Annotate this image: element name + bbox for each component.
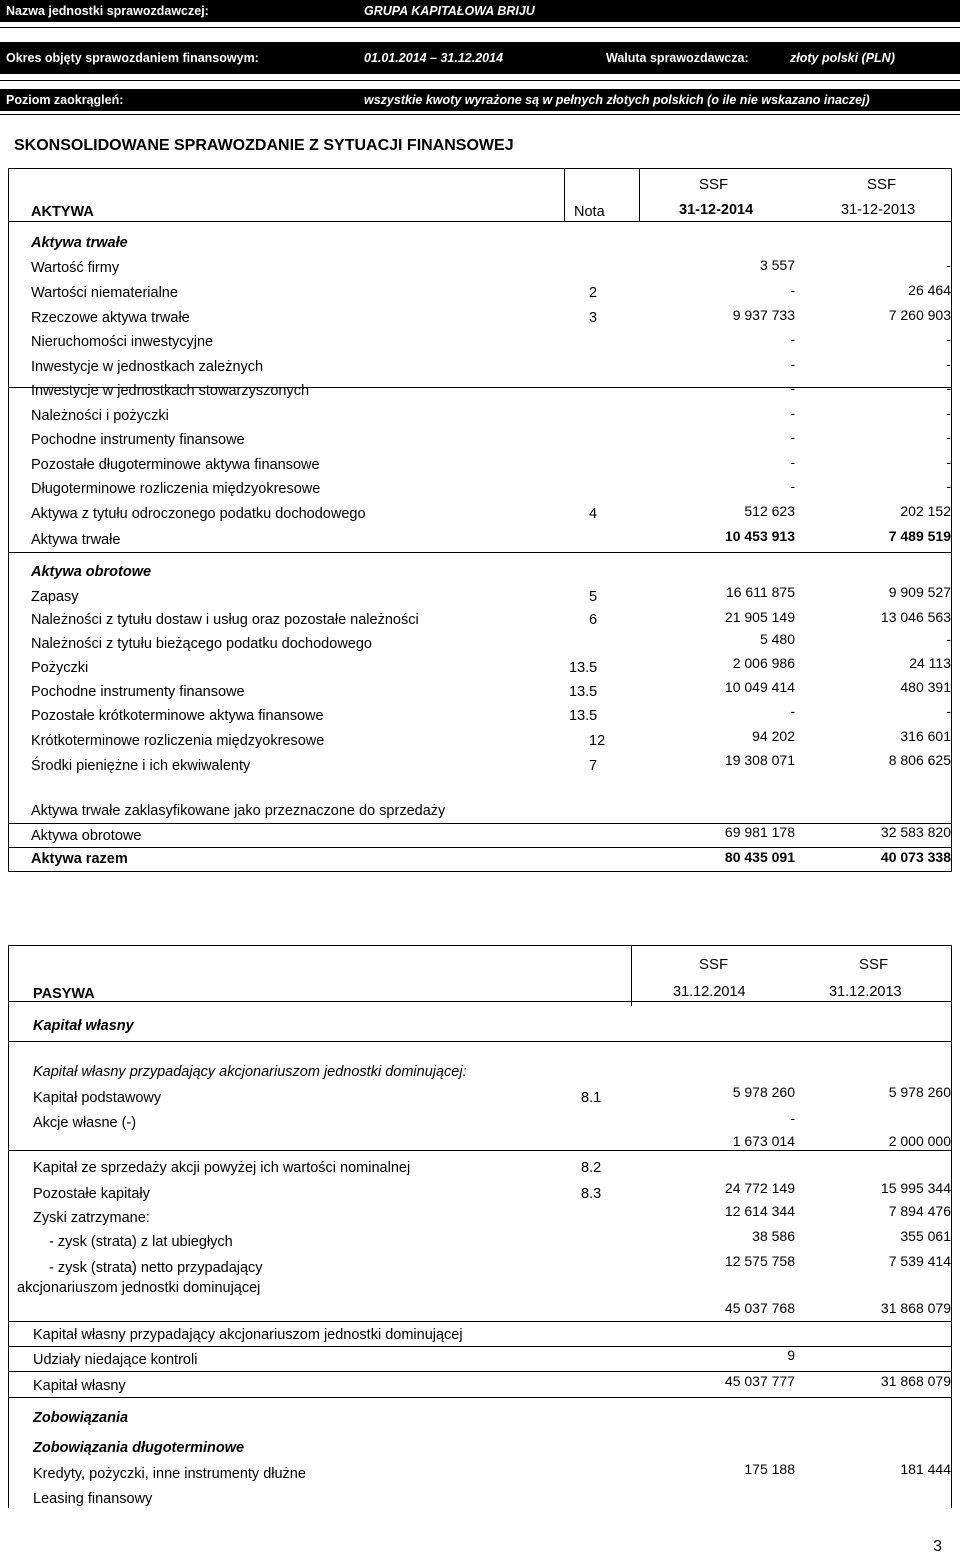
row-value: 175 188 <box>744 1461 795 1477</box>
row-value: 9 937 733 <box>732 307 795 323</box>
row-value: - <box>790 380 795 396</box>
row-rule <box>9 1001 951 1002</box>
row-nota: 6 <box>589 612 598 628</box>
row-rule <box>9 1346 951 1347</box>
row-label: Kredyty, pożyczki, inne instrumenty dłużne <box>33 1466 306 1482</box>
row-value: 16 611 875 <box>725 584 795 600</box>
col-ssf-1: SSF <box>699 176 729 193</box>
liabilities-table <box>8 945 952 1508</box>
row-value: 24 113 <box>909 655 951 671</box>
row-nota: 13.5 <box>569 708 598 724</box>
currency-value: złoty polski (PLN) <box>790 51 895 65</box>
row-rule <box>9 221 951 222</box>
row-value: 480 391 <box>900 679 951 695</box>
row-value: - <box>790 282 795 298</box>
row-label: Aktywa obrotowe <box>31 828 142 844</box>
column-rule <box>564 169 565 221</box>
row-rule <box>9 823 951 824</box>
header-row-entity <box>0 0 960 22</box>
row-value: 13 046 563 <box>880 609 951 625</box>
row-nota: 7 <box>589 758 598 774</box>
row-label: Środki pieniężne i ich ekwiwalenty <box>31 758 251 774</box>
row-value: 5 480 <box>759 631 795 647</box>
row-label: Pożyczki <box>31 660 89 676</box>
rounding-value: wszystkie kwoty wyrażone są w pełnych złotych polskich (o ile nie wskazano inaczej) <box>364 93 870 107</box>
row-value: 181 444 <box>900 1461 951 1477</box>
row-value: 202 152 <box>900 503 951 519</box>
row-value: 5 978 260 <box>888 1084 951 1100</box>
row-value: - <box>946 380 951 396</box>
row-label: Aktywa trwałe zaklasyfikowane jako przeznaczone do sprzedaży <box>31 803 446 819</box>
row-value: 21 905 149 <box>724 609 795 625</box>
row-nota: 13.5 <box>569 684 598 700</box>
row-value: - <box>790 1110 795 1126</box>
entity-value: GRUPA KAPITAŁOWA BRIJU <box>364 4 535 18</box>
date-header-1: 31-12-2014 <box>679 202 754 218</box>
row-value: 3 557 <box>759 257 795 273</box>
row-label: Inwestycje w jednostkach stowarzyszonych <box>31 383 310 399</box>
row-label: Krótkoterminowe rozliczenia międzyokresowe <box>31 733 325 749</box>
row-value: 94 202 <box>752 728 795 744</box>
row-value: 40 073 338 <box>880 849 951 865</box>
page-title: SKONSOLIDOWANE SPRAWOZDANIE Z SYTUACJI FINANSOWEJ <box>14 137 514 154</box>
row-value: - <box>946 703 951 719</box>
row-value: - <box>946 405 951 421</box>
row-label: Należności z tytułu dostaw i usług oraz pozostałe należności <box>31 612 419 628</box>
row-label: Akcje własne (-) <box>33 1115 137 1131</box>
row-label: Zobowiązania długoterminowe <box>33 1440 245 1456</box>
row-value: 5 978 260 <box>732 1084 795 1100</box>
row-nota: 8.2 <box>581 1160 602 1176</box>
row-label: Aktywa razem <box>31 851 128 867</box>
row-label: Aktywa z tytułu odroczonego podatku dochodowego <box>31 506 366 522</box>
row-value: 24 772 149 <box>724 1180 795 1196</box>
row-value: 1 673 014 <box>732 1133 795 1149</box>
row-nota: 12 <box>589 733 606 749</box>
row-nota: 3 <box>589 310 598 326</box>
row-value: - <box>790 703 795 719</box>
row-rule <box>9 1321 951 1322</box>
row-value: 31 868 079 <box>880 1373 951 1389</box>
row-value: 10 453 913 <box>724 528 795 544</box>
row-value: 9 909 527 <box>888 584 951 600</box>
assets-table <box>8 168 952 872</box>
row-label: Rzeczowe aktywa trwałe <box>31 310 190 326</box>
row-value: - <box>946 356 951 372</box>
row-value: - <box>790 356 795 372</box>
header-rule <box>0 27 960 28</box>
date-header-1: 31.12.2014 <box>673 984 746 1000</box>
row-label: Inwestycje w jednostkach zależnych <box>31 359 264 375</box>
row-label: Kapitał własny przypadający akcjonariuszom jednostki dominującej <box>33 1327 463 1343</box>
row-value: 512 623 <box>744 503 795 519</box>
row-label: - zysk (strata) z lat ubiegłych <box>49 1234 233 1250</box>
row-value: 355 061 <box>900 1228 951 1244</box>
row-nota: 13.5 <box>569 660 598 676</box>
column-rule <box>639 169 640 221</box>
row-label: Pozostałe krótkoterminowe aktywa finansowe <box>31 708 324 724</box>
row-value: 8 806 625 <box>888 752 951 768</box>
row-label: Kapitał własny przypadający akcjonariuszom jednostki dominującej: <box>33 1064 467 1080</box>
row-label: Udziały niedające kontroli <box>33 1352 198 1368</box>
row-label: akcjonariuszom jednostki dominującej <box>17 1280 261 1296</box>
row-label: Aktywa obrotowe <box>31 564 152 580</box>
row-label: Pozostałe długoterminowe aktywa finansowe <box>31 457 320 473</box>
date-header-2: 31-12-2013 <box>841 202 916 218</box>
row-label: Aktywa trwałe <box>31 235 128 251</box>
row-label: Zapasy <box>31 589 79 605</box>
row-rule <box>9 1150 951 1151</box>
row-nota: 5 <box>589 589 598 605</box>
row-rule <box>9 1397 951 1398</box>
row-value: 12 614 344 <box>724 1203 795 1219</box>
row-value: 69 981 178 <box>724 824 795 840</box>
col-ssf-2: SSF <box>859 956 889 973</box>
row-rule <box>9 1041 951 1042</box>
row-nota: 4 <box>589 506 598 522</box>
row-label: Kapitał podstawowy <box>33 1090 162 1106</box>
row-label: Należności z tytułu bieżącego podatku dochodowego <box>31 636 372 652</box>
row-label: Aktywa trwałe <box>31 532 121 548</box>
row-value: - <box>790 405 795 421</box>
row-rule <box>9 847 951 848</box>
row-nota: 8.3 <box>581 1186 602 1202</box>
row-value: 2 000 000 <box>888 1133 951 1149</box>
row-label: Pozostałe kapitały <box>33 1186 150 1202</box>
row-value: 32 583 820 <box>880 824 951 840</box>
assets-heading: AKTYWA <box>31 204 94 220</box>
row-value: 7 260 903 <box>888 307 951 323</box>
row-nota: 8.1 <box>581 1090 602 1106</box>
row-value: - <box>946 631 951 647</box>
row-label: Długoterminowe rozliczenia międzyokresowe <box>31 481 321 497</box>
row-value: 31 868 079 <box>880 1300 951 1316</box>
row-value: 7 894 476 <box>888 1203 951 1219</box>
row-value: 15 995 344 <box>880 1180 951 1196</box>
row-value: 80 435 091 <box>724 849 795 865</box>
row-label: Zobowiązania <box>33 1410 129 1426</box>
header-row-rounding <box>0 89 960 111</box>
row-label: Kapitał własny <box>33 1018 134 1034</box>
row-label: Kapitał ze sprzedaży akcji powyżej ich wartości nominalnej <box>33 1160 411 1176</box>
row-rule <box>9 552 951 553</box>
row-label: Kapitał własny <box>33 1378 126 1394</box>
row-rule <box>9 1371 951 1372</box>
row-value: 38 586 <box>752 1228 795 1244</box>
row-label: Wartość firmy <box>31 260 120 276</box>
row-value: - <box>946 478 951 494</box>
date-header-2: 31.12.2013 <box>829 984 902 1000</box>
row-value: - <box>790 331 795 347</box>
col-ssf-2: SSF <box>867 176 897 193</box>
entity-label: Nazwa jednostki sprawozdawczej: <box>6 4 209 18</box>
row-value: 26 464 <box>908 282 951 298</box>
row-value: 45 037 768 <box>724 1300 795 1316</box>
row-value: 12 575 758 <box>724 1253 795 1269</box>
row-value: - <box>790 478 795 494</box>
header-rule <box>0 114 960 115</box>
row-value: - <box>790 454 795 470</box>
period-label: Okres objęty sprawozdaniem finansowym: <box>6 51 259 65</box>
row-value: 7 539 414 <box>888 1253 951 1269</box>
row-value: 19 308 071 <box>724 752 795 768</box>
row-value: 10 049 414 <box>724 679 795 695</box>
row-value: - <box>946 454 951 470</box>
liabilities-heading: PASYWA <box>33 986 95 1002</box>
header-row-period <box>0 42 960 74</box>
row-label: Leasing finansowy <box>33 1491 153 1507</box>
currency-label: Waluta sprawozdawcza: <box>606 51 749 65</box>
page-number: 3 <box>933 1538 942 1555</box>
row-label: Wartości niematerialne <box>31 285 178 301</box>
row-nota: 2 <box>589 285 598 301</box>
row-label: Należności i pożyczki <box>31 408 169 424</box>
row-value: - <box>946 257 951 273</box>
row-value: 316 601 <box>900 728 951 744</box>
row-label: Zyski zatrzymane: <box>33 1210 150 1226</box>
row-value: 2 006 986 <box>732 655 795 671</box>
row-label: Pochodne instrumenty finansowe <box>31 432 245 448</box>
row-value: - <box>790 429 795 445</box>
row-value: 7 489 519 <box>888 528 951 544</box>
row-label: Nieruchomości inwestycyjne <box>31 334 214 350</box>
row-value: 45 037 777 <box>724 1373 795 1389</box>
row-label: Pochodne instrumenty finansowe <box>31 684 245 700</box>
row-value: - <box>946 429 951 445</box>
col-ssf-1: SSF <box>699 956 729 973</box>
row-label: - zysk (strata) netto przypadający <box>49 1260 263 1276</box>
column-rule <box>631 946 632 1006</box>
rounding-label: Poziom zaokrągleń: <box>6 93 124 107</box>
header-rule <box>0 80 960 81</box>
period-value: 01.01.2014 – 31.12.2014 <box>364 51 504 65</box>
row-value: 9 <box>787 1347 795 1363</box>
nota-header: Nota <box>574 204 605 220</box>
row-value: - <box>946 331 951 347</box>
